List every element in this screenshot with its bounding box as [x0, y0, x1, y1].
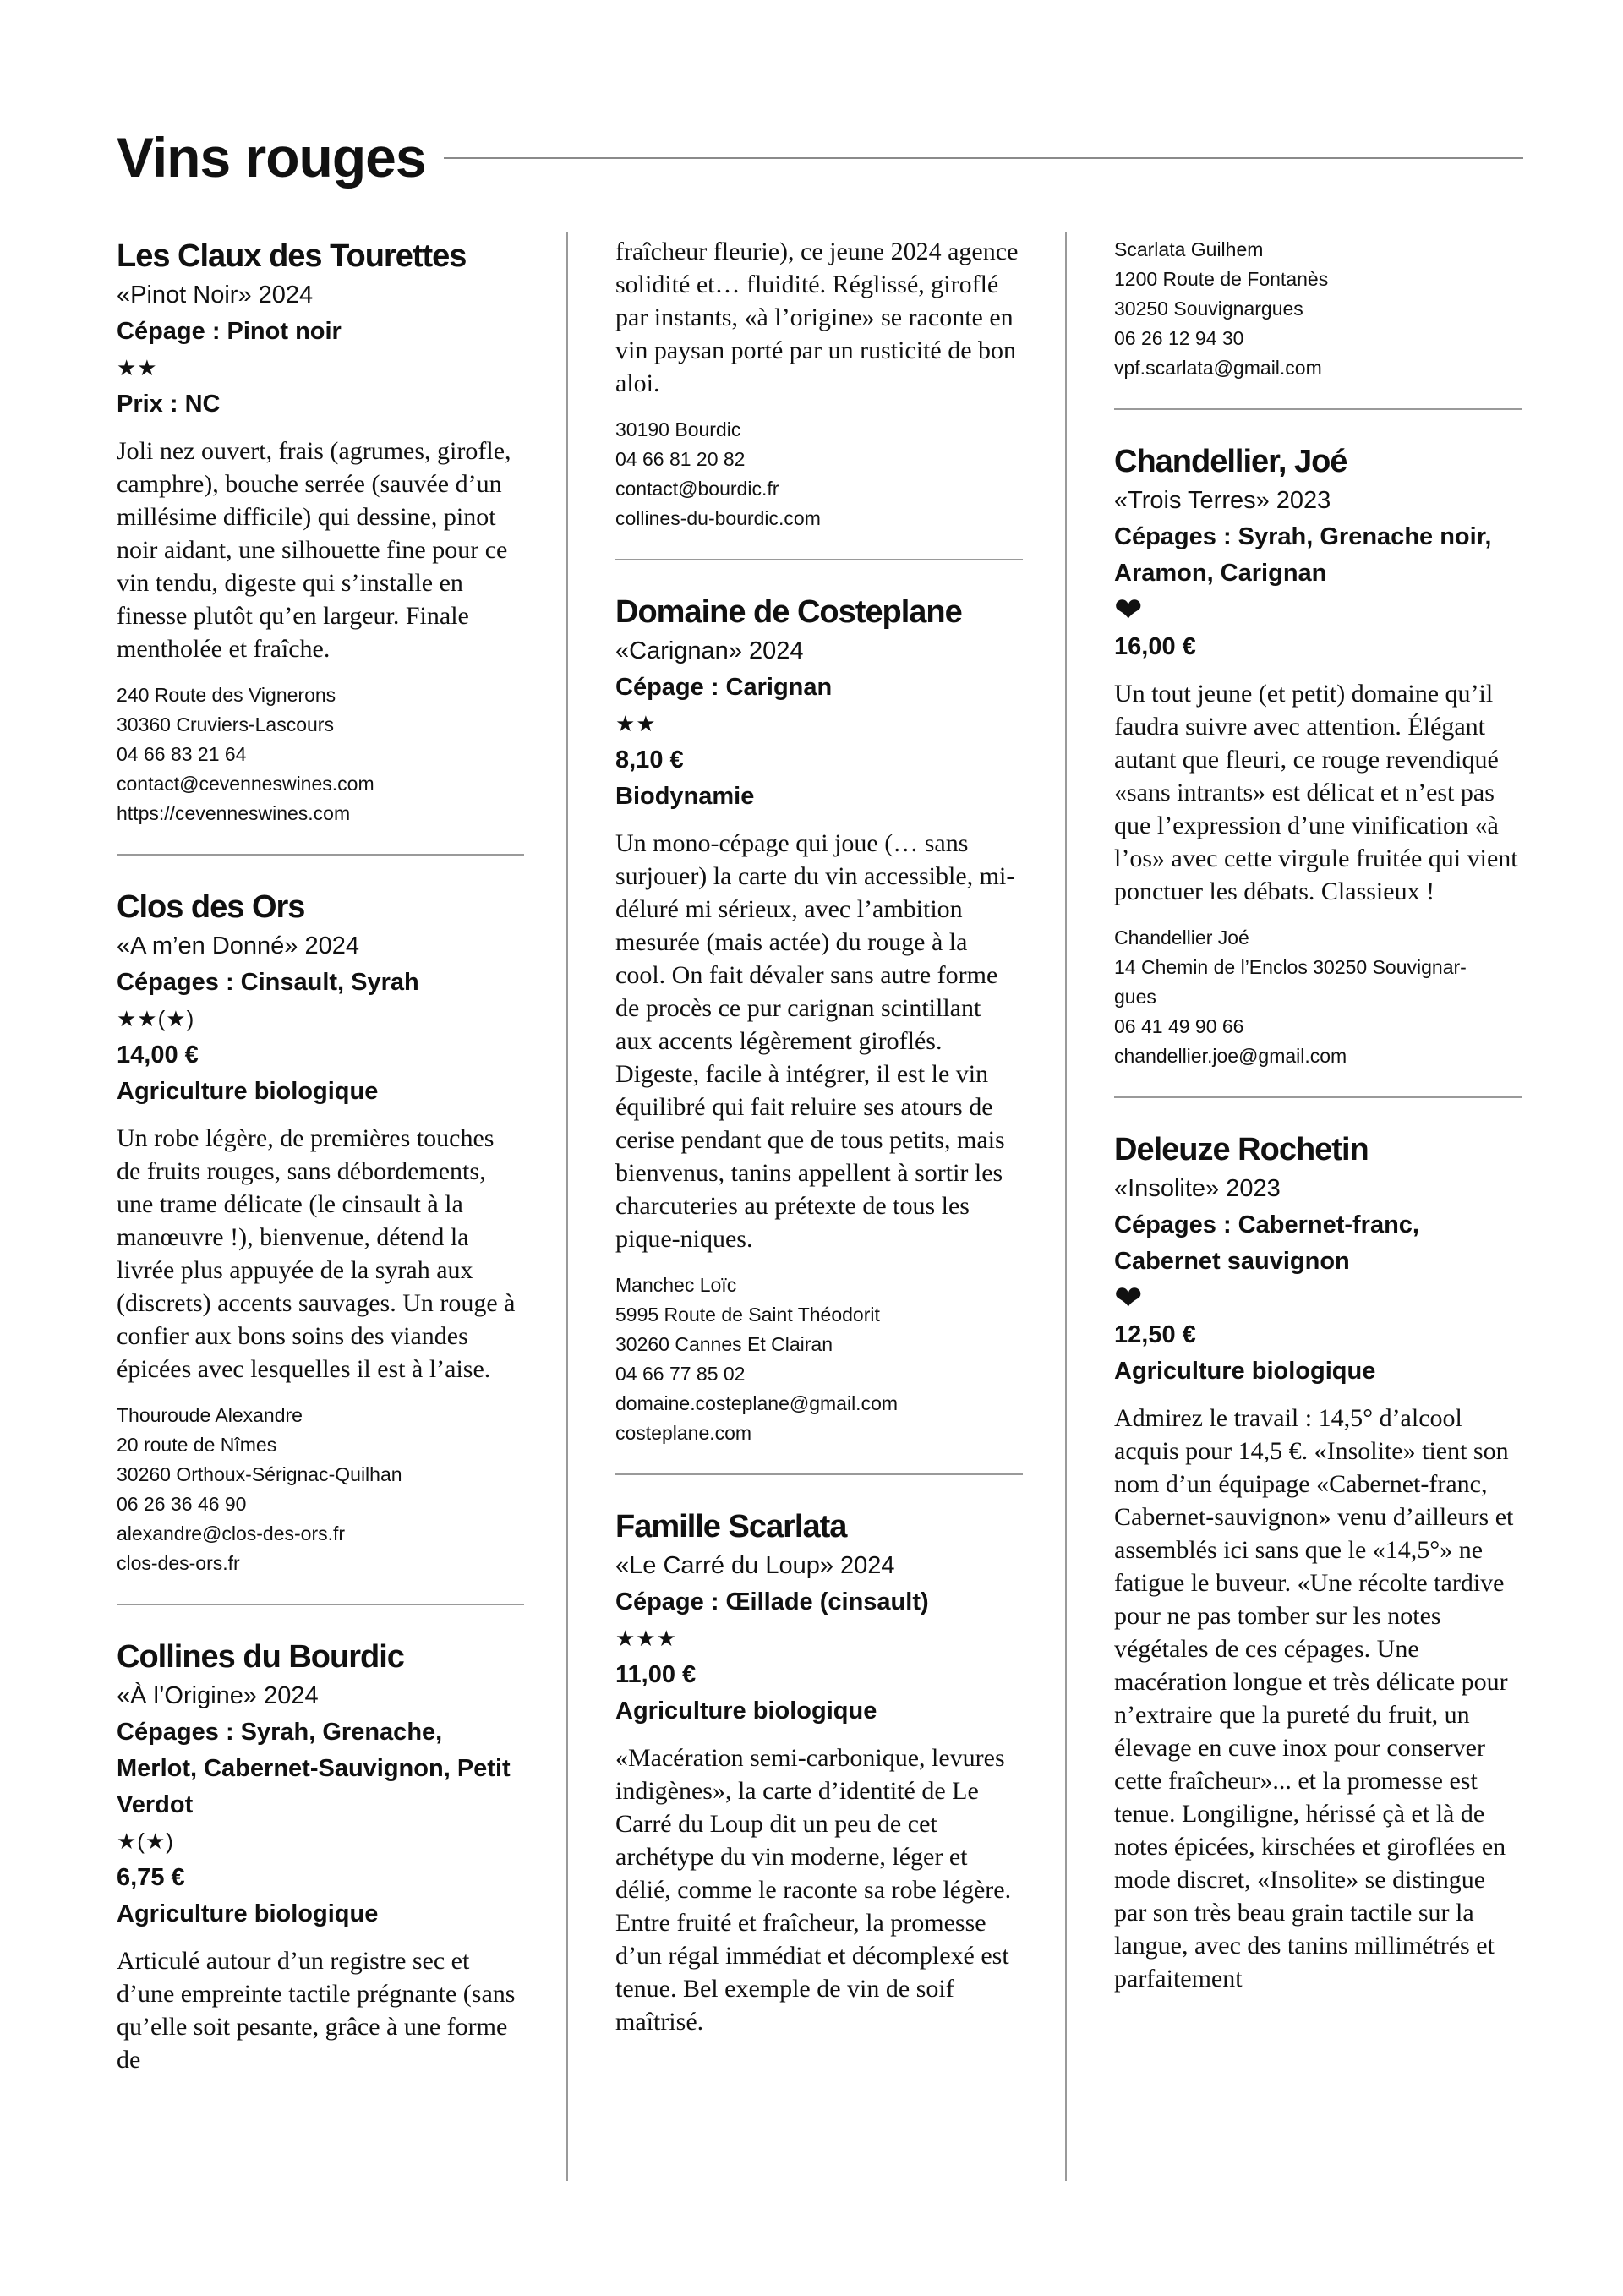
producer-name: Domaine de Costeplane [615, 594, 962, 630]
rating-stars: ★★ [615, 711, 657, 736]
contact-info: 240 Route des Vignerons 30360 Cruviers-Lascours 04 66 83 21 64 contact@cevenneswines.com https://cevenneswines.com [117, 684, 374, 824]
rating-stars: ★(★) [117, 1829, 174, 1854]
producer-name: Les Claux des Tourettes [117, 238, 467, 274]
cepage: Cépages : Syrah, Grenache noir, Aramon, Carignan [1114, 523, 1492, 587]
cepage: Cépage : Carignan [615, 674, 833, 701]
price: 6,75 € [117, 1864, 185, 1891]
wine-entry-clos-des-ors [117, 886, 524, 1578]
column-divider-2 [1065, 232, 1067, 2181]
rating-stars: ★★(★) [117, 1006, 195, 1031]
certification: Agriculture biologique [1114, 1358, 1376, 1385]
wine-entry-deleuze-rochetin [1114, 1129, 1522, 1995]
cuvee: «Pinot Noir» 2024 [117, 282, 314, 309]
cepage: Cépages : Cinsault, Syrah [117, 969, 419, 996]
price: Prix : NC [117, 391, 221, 418]
producer-name: Chandellier, Joé [1114, 444, 1347, 479]
rating-stars: ★★ [117, 355, 158, 380]
entry-separator [1114, 1096, 1522, 1098]
title-rule [444, 157, 1523, 159]
rating-stars: ★★★ [615, 1626, 677, 1651]
heart-icon: ❤ [1114, 592, 1143, 629]
entry-separator [615, 559, 1023, 560]
wine-entry-domaine-de-costeplane [615, 591, 1023, 1448]
producer-name: Clos des Ors [117, 889, 305, 925]
certification: Agriculture biologique [117, 1078, 379, 1105]
certification: Agriculture biologique [615, 1697, 877, 1725]
producer-name: Collines du Bourdic [117, 1639, 404, 1675]
price: 8,10 € [615, 746, 684, 774]
wine-entry-collines-du-bourdic-continued [615, 235, 1023, 533]
contact-info: Chandellier Joé 14 Chemin de l’Enclos 30250 Souvignar- gues 06 41 49 90 66 chandellier.joe@gmail.com [1114, 927, 1467, 1067]
cepage: Cépages : Syrah, Grenache, Merlot, Cabernet-Sauvignon, Petit Verdot [117, 1719, 511, 1818]
tasting-note: Un robe légère, de premières touches de fruits rouges, sans débordements, une trame délicate (le cinsault à la manœuvre !), bienvenue, détend la livrée plus appuyée de la syrah aux (discrets) accents sauvages. Un rouge à confier aux bons soins des viandes épicées avec lesquelles il est à l’aise. [117, 1124, 516, 1383]
entry-separator [1114, 408, 1522, 410]
price: 11,00 € [615, 1661, 697, 1688]
contact-info: 30190 Bourdic 04 66 81 20 82 contact@bourdic.fr collines-du-bourdic.com [615, 418, 821, 529]
cuvee: «Insolite» 2023 [1114, 1175, 1281, 1202]
price: 16,00 € [1114, 633, 1196, 660]
certification: Biodynamie [615, 783, 755, 810]
producer-name: Deleuze Rochetin [1114, 1132, 1369, 1167]
wine-entry-les-claux-des-tourettes [117, 235, 524, 828]
tasting-note: Un mono-cépage qui joue (… sans surjouer) la carte du vin accessible, mi-déluré mi sérieux, avec l’ambition mesurée (mais actée) du rouge à la cool. On fait dévaler sans autre forme de procès ce pur carignan scintillant aux accents légèrement giroflés. Digeste, facile à intégrer, il est le vin équilibré qui fait reluire ses atours de cerise pendant que de tous petits, mais bienvenus, tanins appellent à sortir les charcuteries au prétexte de tous les pique-niques. [615, 829, 1015, 1253]
column-divider-1 [566, 232, 568, 2181]
column-2 [615, 235, 1023, 2038]
tasting-note: Articulé autour d’un registre sec et d’une empreinte tactile prégnante (sans qu’elle soit pesante, grâce à une forme de [117, 1947, 516, 2074]
page-title: Vins rouges [117, 126, 426, 189]
wine-entry-famille-scarlata [615, 1506, 1023, 2038]
cuvee: «A m’en Donné» 2024 [117, 932, 359, 959]
certification: Agriculture biologique [117, 1900, 379, 1927]
entry-separator [615, 1473, 1023, 1475]
wine-entry-famille-scarlata-continued [1114, 235, 1522, 383]
cepage: Cépage : Pinot noir [117, 318, 342, 345]
column-3 [1114, 235, 1522, 1995]
tasting-note: fraîcheur fleurie), ce jeune 2024 agence solidité et… fluidité. Réglissé, giroflé par instants, «à l’origine» se raconte en vin paysan porté par un rusticité de bon aloi. [615, 238, 1019, 397]
entry-separator [117, 1604, 524, 1605]
cuvee: «Le Carré du Loup» 2024 [615, 1552, 895, 1579]
cepage: Cépages : Cabernet-franc, Cabernet sauvignon [1114, 1211, 1419, 1275]
price: 12,50 € [1114, 1321, 1196, 1348]
heart-icon: ❤ [1114, 1280, 1143, 1317]
column-1 [117, 235, 524, 2076]
cuvee: «Carignan» 2024 [615, 637, 804, 664]
contact-info: Thouroude Alexandre 20 route de Nîmes 30260 Orthoux-Sérignac-Quilhan 06 26 36 46 90 alexandre@clos-des-ors.fr clos-des-ors.fr [117, 1404, 402, 1574]
cuvee: «Trois Terres» 2023 [1114, 487, 1331, 514]
price: 14,00 € [117, 1041, 199, 1069]
tasting-note: «Macération semi-carbonique, levures indigènes», la carte d’identité de Le Carré du Loup dit un peu de cet archétype du vin moderne, léger et délié, comme le raconte sa robe légère. Entre fruité et fraîcheur, la promesse d’un régal immédiat et décomplexé est tenue. Bel exemple de vin de soif maîtrisé. [615, 1744, 1012, 2036]
tasting-note: Un tout jeune (et petit) domaine qu’il faudra suivre avec attention. Élégant autant que fleuri, ce rouge revendiqué «sans intrants» est délicat et n’est pas que l’expression d’une vinification «à l’os» avec cette virgule fruitée qui vient ponctuer les débats. Classieux ! [1114, 680, 1518, 905]
contact-info: Manchec Loïc 5995 Route de Saint Théodorit 30260 Cannes Et Clairan 04 66 77 85 02 domaine.costeplane@gmail.com costeplane.com [615, 1274, 899, 1444]
wine-entry-collines-du-bourdic [117, 1636, 524, 2076]
tasting-note: Joli nez ouvert, frais (agrumes, girofle, camphre), bouche serrée (sauvée d’un millésime difficile) qui dessine, pinot noir aidant, une silhouette fine pour ce vin tendu, digeste qui s’installe en finesse plutôt qu’en largeur. Finale mentholée et fraîche. [117, 437, 511, 663]
cuvee: «À l’Origine» 2024 [117, 1682, 319, 1709]
entry-separator [117, 854, 524, 856]
tasting-note: Admirez le travail : 14,5° d’alcool acquis pour 14,5 €. «Insolite» tient son nom d’un équipage «Cabernet-franc, Cabernet-sauvignon» venu d’ailleurs et assemblés ici sans que le «14,5°» ne fatigue le buveur. «Une récolte tardive pour ne pas tomber sur les notes végétales de ces cépages. Une macération longue et très délicate pour n’extraire que la pureté du fruit, un élevage en cuve inox pour conserver cette fraîcheur»... et la promesse est tenue. Longiligne, hérissé çà et là de notes épicées, kirschées et giroflées en mode discret, «Insolite» se distingue par son très beau grain tactile sur la langue, avec des tanins millimétrés et parfaitement [1114, 1404, 1514, 1993]
wine-entry-chandellier-joe [1114, 440, 1522, 1071]
contact-info: Scarlata Guilhem 1200 Route de Fontanès 30250 Souvignargues 06 26 12 94 30 vpf.scarlata@gmail.com [1114, 238, 1329, 379]
producer-name: Famille Scarlata [615, 1509, 847, 1544]
cepage: Cépage : Œillade (cinsault) [615, 1588, 929, 1615]
